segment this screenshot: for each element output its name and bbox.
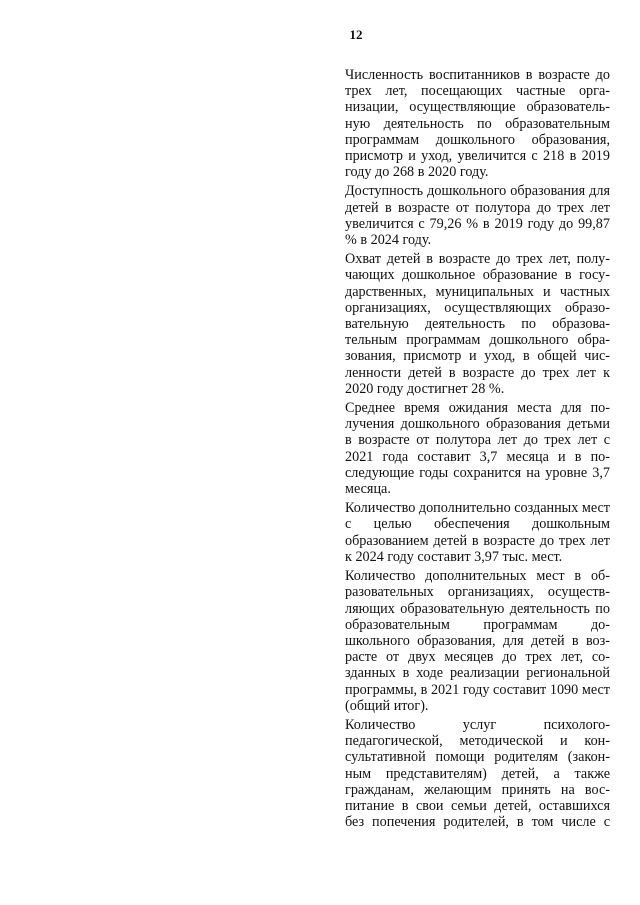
paragraph-waiting-time: Среднее время ожидания места для получения дошкольного образования детьми в возрасте от полутора лет до трех лет с 2021 года составит 3,7 месяца и в последующие годы сохранится на уровне 3,7 месяца.	[345, 400, 610, 498]
paragraph-additional-places-2024: Количество дополнительно созданных мест с целью обеспечения дошкольным образованием детей в возрасте до трех лет к 2024 году составит 3,97 тыс. мест.	[345, 500, 610, 565]
paragraph-preschool-private-enrollment: Численность воспитанников в возрасте до трех лет, посещающих частные организации, осуществляющие образовательную деятельность по образовательным программам дошкольного образования, присмотр и уход, увеличится с 218 в 2019 году до 268 в 2020 году.	[345, 67, 610, 181]
text-column	[345, 67, 610, 833]
paragraph-additional-places-2021: Количество дополнительных мест в образовательных организациях, осуществляющих образовательную деятельность по образовательным программам дошкольного образования, для детей в возрасте от двух месяцев до трех лет, созданных в ходе реализации региональной программы, в 2021 году составит 1090 мест (общий итог).	[345, 568, 610, 714]
paragraph-preschool-availability: Доступность дошкольного образования для детей в возрасте от полутора до трех лет увеличится с 79,26 % в 2019 году до 99,87 % в 2024 году.	[345, 183, 610, 249]
paragraph-preschool-coverage: Охват детей в возрасте до трех лет, получающих дошкольное образование в государственных, муниципальных и частных организациях, осуществляющих образовательную деятельность по образовательным программам дошкольного образования, присмотр и уход, в общей численности детей в возрасте до трех лет к 2020 году достигнет 28 %.	[345, 251, 610, 397]
page-number: 12	[349, 27, 363, 42]
paragraph-consulting-services: Количество услуг психолого-педагогической, методической и консультативной помощи родителям (законным представителям) детей, а также гражданам, желающим принять на воспитание в свои семьи детей, оставшихся без попечения родителей, в том числе с	[345, 716, 610, 831]
